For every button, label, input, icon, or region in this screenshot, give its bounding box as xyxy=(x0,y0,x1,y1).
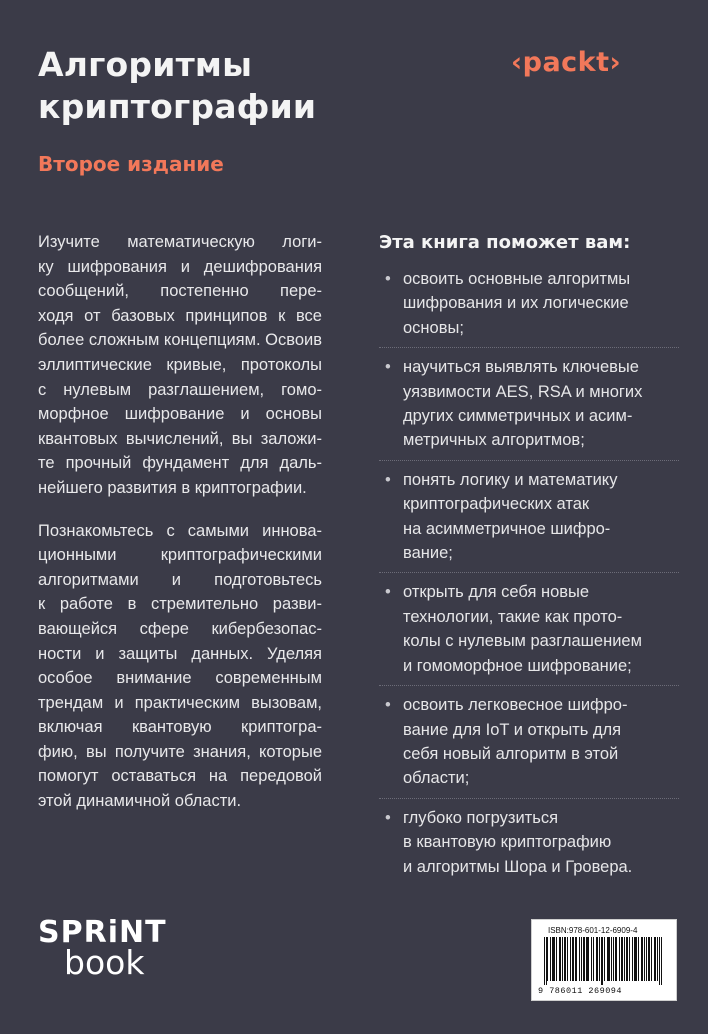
barcode-bar xyxy=(587,937,588,981)
barcode-bar xyxy=(648,937,649,981)
description-column xyxy=(38,230,322,832)
description-paragraph xyxy=(38,519,322,814)
barcode-bar xyxy=(661,937,662,985)
barcode-bar xyxy=(654,937,655,981)
benefit-line: себя новый алгоритм в этой xyxy=(403,744,619,763)
description-line: с нулевым разглашением, гомо- xyxy=(38,380,322,399)
barcode-bar xyxy=(615,937,616,981)
barcode-bar xyxy=(586,937,587,981)
benefit-item xyxy=(379,693,679,799)
barcode-bar xyxy=(556,937,557,981)
benefit-item xyxy=(379,267,679,348)
barcode-bar xyxy=(573,937,574,981)
sprint-logo-top: SPRiNT xyxy=(38,915,167,950)
barcode-bar xyxy=(584,937,585,981)
barcode-bar xyxy=(611,937,612,981)
description-line: фию, вы получите знания, которые xyxy=(38,742,322,761)
barcode-bar xyxy=(583,937,584,981)
benefits-column xyxy=(379,232,679,893)
benefit-item xyxy=(379,806,679,886)
barcode-bar xyxy=(602,937,603,985)
description-line: вающейся сфере кибербезопас- xyxy=(38,619,322,638)
barcode-bar xyxy=(593,937,594,981)
barcode-bar xyxy=(616,937,617,981)
barcode-bar xyxy=(651,937,652,981)
barcode-bar xyxy=(613,937,614,981)
sprint-book-logo xyxy=(38,915,167,982)
description-line: Познакомьтесь с самыми иннова- xyxy=(38,521,322,540)
barcode-bar xyxy=(608,937,609,981)
barcode-bar xyxy=(576,937,577,981)
description-line: этой динамичной области. xyxy=(38,792,242,811)
benefit-line: криптографических атак xyxy=(403,495,590,514)
barcode-bar xyxy=(553,937,554,981)
barcode-bar xyxy=(565,937,566,981)
barcode-bar xyxy=(657,937,658,981)
benefit-line: глубоко погрузиться xyxy=(403,808,559,827)
barcode-bar xyxy=(609,937,610,981)
description-line: морфное шифрование и основы xyxy=(38,405,322,424)
description-line: алгоритмами и подготовьтесь xyxy=(38,570,322,589)
barcode-bar xyxy=(634,937,635,981)
benefit-line: и гомоморфное шифрование; xyxy=(403,656,632,675)
barcode-bar xyxy=(581,937,582,981)
barcode-icon xyxy=(544,937,664,985)
benefit-line: освоить легковесное шифро- xyxy=(403,696,628,715)
benefit-line: технологии, такие как прото- xyxy=(403,607,623,626)
barcode-bar xyxy=(644,937,645,981)
description-line: помогут оставаться на передовой xyxy=(38,767,322,786)
description-line: ционными криптографическими xyxy=(38,546,322,565)
benefit-item xyxy=(379,580,679,686)
benefit-line: колы с нулевым разглашением xyxy=(403,632,642,651)
barcode-bar xyxy=(642,937,643,981)
barcode-bar xyxy=(635,937,636,981)
edition-subtitle: Второе издание xyxy=(38,152,224,176)
barcode-bar xyxy=(659,937,660,985)
barcode-bar xyxy=(604,937,605,981)
barcode-bar xyxy=(624,937,625,981)
benefit-item xyxy=(379,355,679,461)
barcode-bar xyxy=(621,937,622,981)
barcode-bar xyxy=(596,937,597,981)
barcode-bar xyxy=(570,937,571,981)
benefits-list xyxy=(379,267,679,886)
benefit-line: понять логику и математику xyxy=(403,470,618,489)
title-line: Алгоритмы xyxy=(38,45,253,84)
description-line: нейшего развития в криптографии. xyxy=(38,478,307,497)
barcode-bar xyxy=(554,937,555,981)
barcode-bar xyxy=(575,937,576,981)
barcode-bar xyxy=(560,937,561,981)
barcode-bar xyxy=(636,937,637,981)
barcode-bar xyxy=(632,937,633,981)
sprint-logo-bottom: book xyxy=(64,943,145,982)
description-line: эллиптические кривые, протоколы xyxy=(38,355,322,374)
barcode-bar xyxy=(572,937,573,981)
description-line: квантовых вычислений, вы заложи- xyxy=(38,429,322,448)
description-line: ходя от базовых принципов к все xyxy=(38,306,322,325)
benefit-line: уязвимости AES, RSA и многих xyxy=(403,382,643,401)
bullet-icon: • xyxy=(385,583,391,602)
barcode-bar xyxy=(638,937,639,981)
benefits-heading: Эта книга поможет вам: xyxy=(379,232,631,253)
barcode-bar xyxy=(599,937,600,981)
barcode-bar xyxy=(622,937,623,981)
barcode-bar xyxy=(649,937,650,981)
bullet-icon: • xyxy=(385,696,391,715)
isbn-barcode-box xyxy=(531,919,677,1001)
benefit-line: освоить основные алгоритмы xyxy=(403,270,631,288)
barcode-bar xyxy=(601,937,602,985)
description-line: особое внимание современным xyxy=(38,669,322,688)
barcode-bar xyxy=(567,937,568,981)
title-line: криптографии xyxy=(38,87,317,126)
benefit-line: в квантовую криптографию xyxy=(403,833,612,852)
description-line: ности и защиты данных. Уделяя xyxy=(38,644,322,663)
bullet-icon: • xyxy=(385,470,391,489)
description-paragraph xyxy=(38,230,322,501)
barcode-bar xyxy=(579,937,580,981)
description-line: ку шифрования и дешифрования xyxy=(38,257,322,276)
benefit-line: вание; xyxy=(403,544,453,563)
barcode-bar xyxy=(564,937,565,981)
isbn-digits: 9 786011 269094 xyxy=(538,986,623,996)
benefit-line: метричных алгоритмов; xyxy=(403,431,585,450)
bullet-icon: • xyxy=(385,358,391,377)
benefit-line: области; xyxy=(403,769,470,788)
barcode-bar xyxy=(607,937,608,981)
barcode-bar xyxy=(591,937,592,981)
benefit-line: вание для IoT и открыть для xyxy=(403,720,622,739)
barcode-bar xyxy=(619,937,620,981)
benefit-line: и алгоритмы Шора и Гровера. xyxy=(403,857,633,876)
description-line: Изучите математическую логи- xyxy=(38,233,322,251)
book-title xyxy=(38,44,316,128)
bullet-icon: • xyxy=(385,270,391,288)
barcode-bar xyxy=(550,937,551,981)
packt-logo: ‹packt› xyxy=(511,47,622,78)
benefit-line: научиться выявлять ключевые xyxy=(403,358,639,377)
barcode-bar xyxy=(655,937,656,981)
barcode-bar xyxy=(588,937,589,981)
barcode-bar xyxy=(559,937,560,981)
description-line: более сложным концепциям. Освоив xyxy=(38,331,322,350)
barcode-bar xyxy=(552,937,553,981)
barcode-bar xyxy=(629,937,630,981)
barcode-bar xyxy=(547,937,548,981)
benefit-line: на асимметричное шифро- xyxy=(403,519,611,538)
description-line: включая квантовую криптогра- xyxy=(38,718,322,737)
benefit-line: шифрования и их логические xyxy=(403,294,629,313)
barcode-bar xyxy=(546,937,547,985)
benefit-line: открыть для себя новые xyxy=(403,583,590,602)
benefit-line: других симметричных и асим- xyxy=(403,407,633,426)
barcode-bar xyxy=(641,937,642,981)
description-line: трендам и практическим вызовам, xyxy=(38,693,322,712)
description-line: к работе в стремительно разви- xyxy=(38,595,322,614)
barcode-bar xyxy=(562,937,563,981)
barcode-bar xyxy=(544,937,545,985)
barcode-bar xyxy=(626,937,627,981)
bullet-icon: • xyxy=(385,808,391,827)
description-line: те прочный фундамент для даль- xyxy=(38,454,322,473)
barcode-bar xyxy=(646,937,647,981)
benefit-line: основы; xyxy=(403,318,464,337)
benefit-item xyxy=(379,468,679,574)
barcode-bar xyxy=(597,937,598,981)
isbn-label: ISBN:978-601-12-6909-4 xyxy=(548,926,638,935)
barcode-bar xyxy=(627,937,628,981)
description-line: сообщений, постепенно пере- xyxy=(38,282,322,301)
